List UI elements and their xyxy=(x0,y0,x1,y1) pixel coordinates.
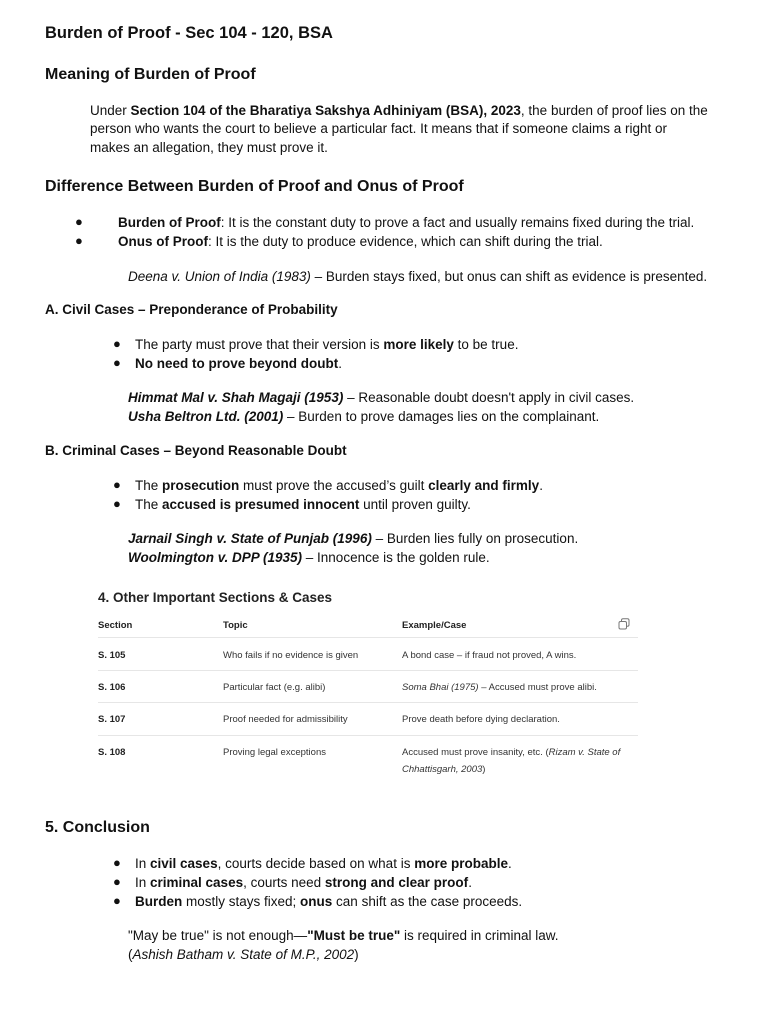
conclusion-bullet-1: In civil cases, courts decide based on what is more probable. xyxy=(135,856,512,871)
civil-case-2: Usha Beltron Ltd. (2001) – Burden to prove damages lies on the complainant. xyxy=(128,409,600,424)
difference-heading: Difference Between Burden of Proof and Onus of Proof xyxy=(45,178,464,195)
table-divider xyxy=(98,637,638,638)
table-cell-example-continued: Chhattisgarh, 2003) xyxy=(402,764,486,775)
conclusion-bullet-3: Burden mostly stays fixed; onus can shift as the case proceeds. xyxy=(135,894,523,909)
criminal-case-2: Woolmington v. DPP (1935) – Innocence is the golden rule. xyxy=(128,550,490,565)
table-cell-topic: Particular fact (e.g. alibi) xyxy=(223,682,326,693)
bullet-icon: ● xyxy=(113,355,121,370)
table-cell-topic: Proving legal exceptions xyxy=(223,747,326,758)
table-title: 4. Other Important Sections & Cases xyxy=(98,590,333,605)
table-cell-topic: Who fails if no evidence is given xyxy=(223,650,359,661)
criminal-case-1: Jarnail Singh v. State of Punjab (1996) – Burden lies fully on prosecution. xyxy=(128,531,579,546)
table-cell-example: A bond case – if fraud not proved, A wins. xyxy=(402,650,577,661)
meaning-heading: Meaning of Burden of Proof xyxy=(45,66,256,83)
table-divider xyxy=(98,735,638,736)
table-cell-section: S. 106 xyxy=(98,682,126,693)
conclusion-citation: (Ashish Batham v. State of M.P., 2002) xyxy=(128,947,359,962)
conclusion-quote: "May be true" is not enough—"Must be true" is required in criminal law. xyxy=(128,928,559,943)
table-cell-example: Soma Bhai (1975) – Accused must prove alibi. xyxy=(402,682,597,693)
table-divider xyxy=(98,702,638,703)
sections-table xyxy=(93,588,649,793)
difference-bullet-onus: Onus of Proof: It is the duty to produce evidence, which can shift during the trial. xyxy=(118,234,603,249)
civil-bullet-1: The party must prove that their version is more likely to be true. xyxy=(135,337,519,352)
table-cell-topic: Proof needed for admissibility xyxy=(223,714,348,725)
meaning-line-2: person who wants the court to believe a particular fact. It means that if someone claims a right or xyxy=(90,121,668,136)
bullet-icon: ● xyxy=(113,496,121,511)
column-header-example: Example/Case xyxy=(402,620,467,631)
civil-bullet-2: No need to prove beyond doubt. xyxy=(135,356,343,371)
table-cell-section: S. 108 xyxy=(98,747,126,758)
bullet-icon: ● xyxy=(113,336,121,351)
difference-case: Deena v. Union of India (1983) – Burden stays fixed, but onus can shift as evidence is presented. xyxy=(128,269,708,284)
bullet-icon: ● xyxy=(113,874,121,889)
meaning-line-1: Under Section 104 of the Bharatiya Sakshya Adhiniyam (BSA), 2023, the burden of proof lies on the xyxy=(90,103,708,118)
bullet-icon: ● xyxy=(113,855,121,870)
criminal-bullet-1: The prosecution must prove the accused’s guilt clearly and firmly. xyxy=(135,478,543,493)
copy-icon[interactable] xyxy=(618,618,630,630)
civil-case-1: Himmat Mal v. Shah Magaji (1953) – Reasonable doubt doesn't apply in civil cases. xyxy=(128,390,635,405)
criminal-heading: B. Criminal Cases – Beyond Reasonable Doubt xyxy=(45,443,347,458)
difference-bullet-burden: Burden of Proof: It is the constant duty to prove a fact and usually remains fixed during the trial. xyxy=(118,215,695,230)
civil-heading: A. Civil Cases – Preponderance of Probability xyxy=(45,302,338,317)
table-cell-example: Prove death before dying declaration. xyxy=(402,714,560,725)
table-cell-example: Accused must prove insanity, etc. (Rizam v. State of xyxy=(402,747,621,758)
bullet-icon: ● xyxy=(113,477,121,492)
table-divider xyxy=(98,670,638,671)
page-title: Burden of Proof - Sec 104 - 120, BSA xyxy=(45,24,333,42)
column-header-section: Section xyxy=(98,620,133,631)
column-header-topic: Topic xyxy=(223,620,248,631)
bullet-icon: ● xyxy=(113,893,121,908)
bullet-icon: ● xyxy=(75,233,83,248)
table-cell-section: S. 107 xyxy=(98,714,126,725)
conclusion-bullet-2: In criminal cases, courts need strong and clear proof. xyxy=(135,875,472,890)
bullet-icon: ● xyxy=(75,214,83,229)
meaning-line-3: makes an allegation, they must prove it. xyxy=(90,140,328,155)
criminal-bullet-2: The accused is presumed innocent until proven guilty. xyxy=(135,497,471,512)
conclusion-heading: 5. Conclusion xyxy=(45,819,150,836)
table-cell-section: S. 105 xyxy=(98,650,126,661)
